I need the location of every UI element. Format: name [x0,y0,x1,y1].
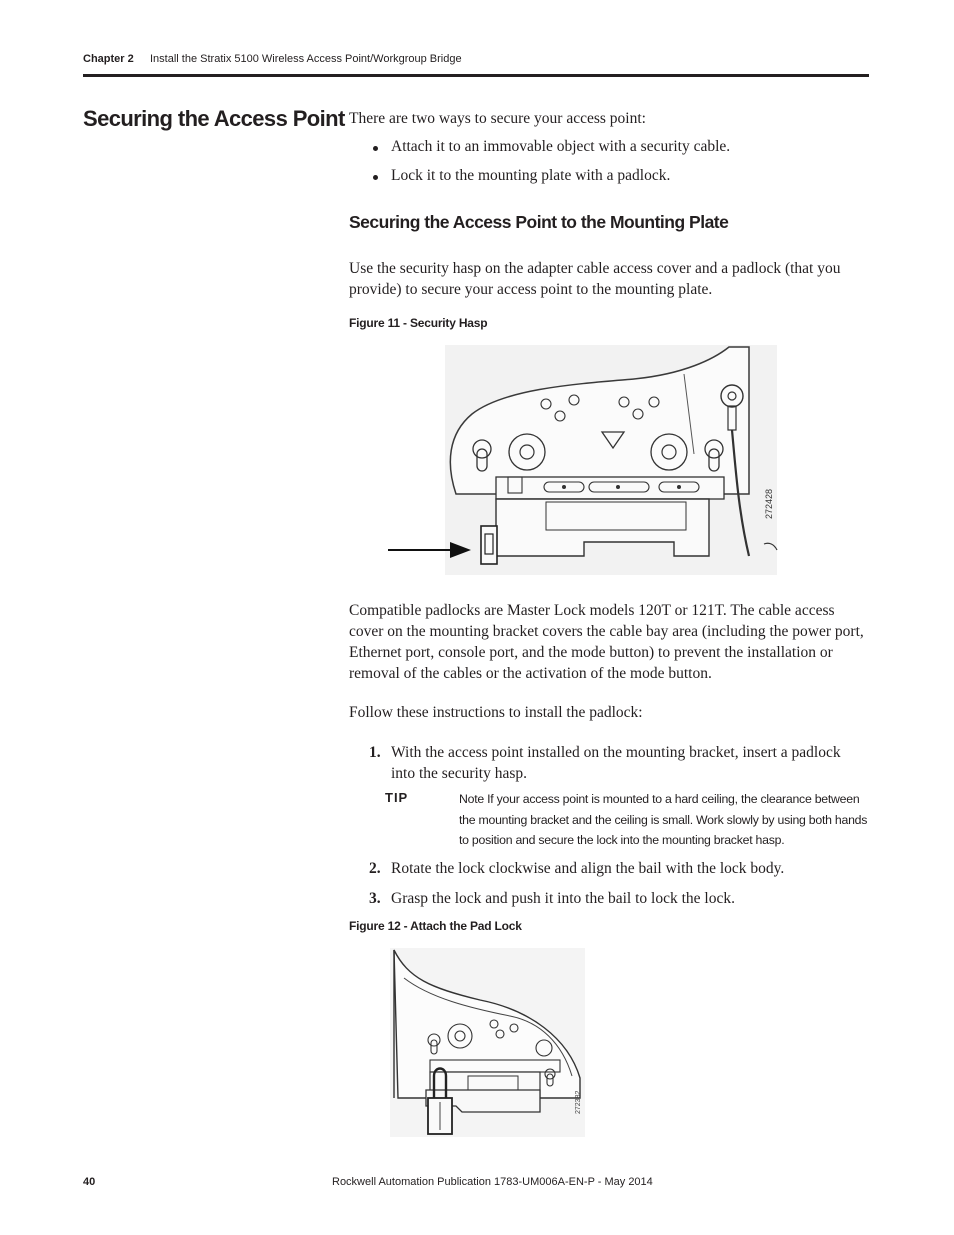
paragraph-2: Compatible padlocks are Master Lock models 120T or 121T. The cable access cover on the mounting bracket covers the cable bay area (including the power port, Ethernet port, console port, and the mode button) to prevent the installation or removal of the cables or the activation of the mode button. [349,602,864,682]
header-chapter: Chapter 2 [83,53,134,65]
footer-page-number: 40 [83,1176,96,1188]
paragraph-1: Use the security hasp on the adapter cable access cover and a padlock (that you provide) to secure your access point to the mounting plate. [349,260,841,298]
step-text: With the access point installed on the mounting bracket, insert a padlock into the security hasp. [391,744,841,782]
step-number: 1. [369,744,381,761]
bullet-list [372,138,730,196]
step-text: Rotate the lock clockwise and align the bail with the lock body. [391,860,785,877]
figure-2-id: 272382 [575,1090,582,1114]
figure-2-caption: Figure 12 - Attach the Pad Lock [349,919,522,933]
bullet-item: Attach it to an immovable object with a security cable. [372,138,730,167]
security-hasp-figure [384,344,780,578]
intro-paragraph: There are two ways to secure your access point: [349,110,646,127]
step-number: 3. [369,890,381,907]
tip-text: Note If your access point is mounted to a hard ceiling, the clearance between the mounting bracket and the ceiling is small. Work slowly by using both hands to position and secure the lock into the mounting bracket hasp. [459,792,868,847]
tip-label: TIP [385,790,409,805]
security-hasp [481,526,497,564]
header-title: Install the Stratix 5100 Wireless Access Point/Workgroup Bridge [150,53,462,65]
step-text: Grasp the lock and push it into the bail to lock the lock. [391,890,735,907]
paragraph-3: Follow these instructions to install the padlock: [349,704,643,721]
step-number: 2. [369,860,381,877]
subheading: Securing the Access Point to the Mounting Plate [349,212,729,232]
attach-padlock-figure [390,948,586,1138]
slot-rail [496,477,724,499]
header-rule [83,74,869,77]
figure-1-id: 272428 [764,488,774,519]
bullet-item: Lock it to the mounting plate with a padlock. [372,167,730,196]
section-title: Securing the Access Point [83,106,345,131]
figure-1-caption: Figure 11 - Security Hasp [349,316,488,330]
footer-publication: Rockwell Automation Publication 1783-UM006A-EN-P - May 2014 [332,1176,653,1188]
